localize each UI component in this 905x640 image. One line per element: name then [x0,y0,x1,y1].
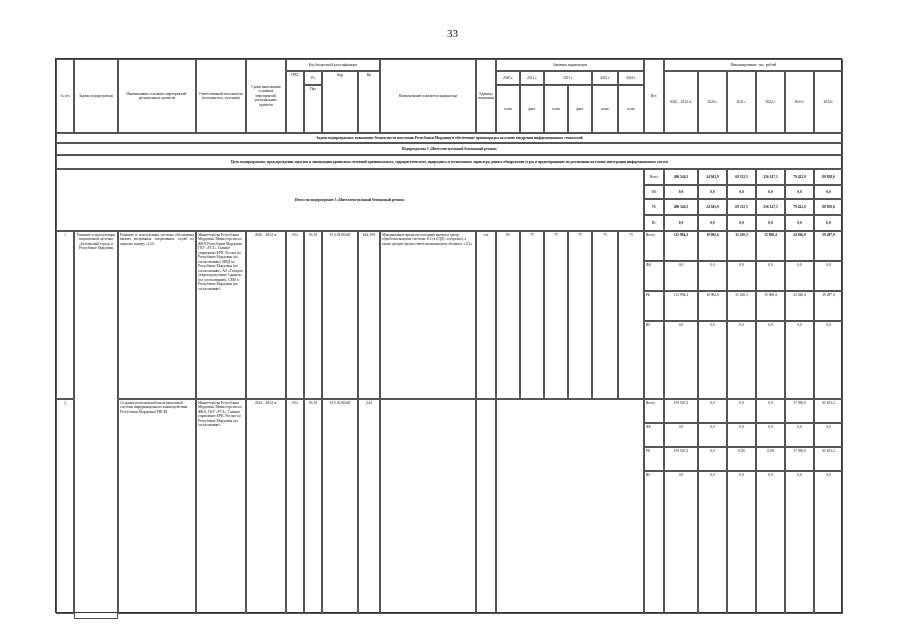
row2-vr: 244 [358,399,380,614]
row1-ind-4: 75 [592,231,618,399]
header-vr: Вр [358,71,380,133]
header-npp: № п/п [56,59,74,133]
row1-vr: 244, 851 [358,231,380,399]
totals-2-0: 490 544,3 [664,199,698,215]
section-goal: Задача подпрограммы: повышение безопасности населения Республики Мордовия и обеспечение правопорядка на основе внедрения информационных технологий [56,133,843,143]
row2-src-1: ФБ [644,423,664,447]
totals-1-4: 0,0 [785,185,814,199]
row1-task: Развитие и эксплуатация комплексной системы «Безопасный город» в Республике Мордовия [74,231,118,619]
header-year-2024: 2024 г. [618,71,644,85]
header-fin-year-1: 2020 г. [698,71,727,133]
totals-3-5: 0,0 [814,215,843,231]
row1-fin-1-5: 0,0 [814,261,843,291]
row2-fin-2-3: 0,00 [756,447,785,471]
row2-fin-3-0: 0,0 [664,471,698,614]
budget-table [55,58,842,613]
row1-fin-0-0: 112 994,2 [664,231,698,261]
totals-label: Итого по подпрограмме 5 «Интеллектуальный безопасный регион» [56,169,644,231]
row1-ind-2: 75 [544,231,568,399]
totals-3-1: 0,0 [698,215,727,231]
row2-ind-block [496,399,644,614]
row2-term: 2022 – 2024 гг. [246,399,286,614]
row2-fin-3-3: 0,0 [756,471,785,614]
row1-fin-3-0: 0,0 [664,321,698,399]
row1-fin-0-2: 31 230,3 [727,231,756,261]
row1-src-0: Всего [644,231,664,261]
header-responsible: Ответственный исполнитель (исполнитель, участник) [196,59,246,133]
header-year-2022: 2021 г. [544,71,592,85]
header-grbs: ГРБС [286,71,304,133]
row2-fin-1-2: 0,0 [727,423,756,447]
totals-1-2: 0,0 [727,185,756,199]
totals-src-2: РБ [644,199,664,215]
row2-fin-2-2: 0,00 [727,447,756,471]
totals-0-2: 69 312,5 [727,169,756,185]
totals-1-3: 0,0 [756,185,785,199]
header-year-2023: 2023 г. [592,71,618,85]
row2-fin-1-1: 0,0 [698,423,727,447]
row1-fin-1-1: 0,0 [698,261,727,291]
header-fin-year-2: 2021 г. [727,71,756,133]
totals-0-1: 24 943,9 [698,169,727,185]
totals-1-1: 0,0 [698,185,727,199]
row2-src-0: Всего [644,399,664,423]
header-unit: Единица измерения [476,59,496,133]
row1-fin-2-4: 24 026,0 [785,291,814,321]
header-sub-6: план [618,85,644,133]
row1-fin-1-2: 0,0 [727,261,756,291]
row2-fin-0-2: 0,0 [727,399,756,423]
row1-fin-2-2: 31 230,3 [727,291,756,321]
row1-responsible: Министерство Республики Мордовия, Министерство по ЖКХ Республики Мордовия, ГКУ «УГЗ», Главное управление МЧС России по Республике Мордовия (по согласованию), МВД по Республике Мордовия (по согласованию), АО «Газпром газораспределение Саранск» (по согласованию), СМО в Республике Мордовия (по согласованию) [196,231,246,399]
totals-2-4: 79 422,0 [785,199,814,215]
row1-fin-2-5: 29 287,0 [814,291,843,321]
totals-3-0: 0,0 [664,215,698,231]
row1-fin-3-2: 0,0 [727,321,756,399]
row2-kcr: 19.5.02.80420 [322,399,358,614]
header-year-2020: 2020 г. [496,71,520,85]
totals-1-0: 0,0 [664,185,698,199]
header-pr: Прз [304,85,322,133]
row1-grbs: 854 [286,231,304,399]
row2-fin-2-0: 103 047,2 [664,447,698,471]
totals-0-4: 79 422,0 [785,169,814,185]
row1-fin-1-4: 0,0 [785,261,814,291]
row1-fin-0-5: 29 287,0 [814,231,843,261]
row2-fin-3-2: 0,0 [727,471,756,614]
header-rz: Рз [304,71,322,85]
header-budget-code: Код бюджетной классификации [286,59,380,71]
section-target: Цель подпрограммы: предупреждение, прогноз и ликвидация кризисных ситуаций криминального, террористического, природного и техногенного характера, раннее обнаружение угроз и предотвращение их реализации на основе интеграции информационных систем [56,155,843,169]
row1-src-1: ФБ [644,261,664,291]
header-term: Сроки выполнения основных мероприятий, региональных проектов [246,59,286,133]
row1-ind-3: 75 [568,231,592,399]
row1-ind-0: 85 [496,231,520,399]
header-indicator: Наименование показателя индикатора [380,59,476,133]
totals-3-4: 0,0 [785,215,814,231]
row2-fin-3-1: 0,0 [698,471,727,614]
row2-fin-2-1: 0,0 [698,447,727,471]
row1-src-3: ВС [644,321,664,399]
header-year-2021: 2021 г. [520,71,544,85]
header-fin-year-4: 2023 г. [785,71,814,133]
row1-fin-3-5: 0,0 [814,321,843,399]
totals-0-5: 80 858,6 [814,169,843,185]
header-ist: Ист. [644,59,664,133]
header-financing: Финансирование, тыс. рублей [664,59,843,71]
row1-rz: 04.10 [304,231,322,399]
row1-indicator: Максимальное время поступления вызова в центр обработки вызовов системы-112 (в ЕДДС и обратно), а также среднее время ответа вызывающему абоненту «112» [380,231,476,399]
row1-fin-0-4: 24 026,0 [785,231,814,261]
row2-fin-1-5: 0,0 [814,423,843,447]
header-activity: Наименование основных мероприятий / региональных проектов [118,59,196,133]
totals-0-3: 256 147,3 [756,169,785,185]
row2-fin-3-5: 0,0 [814,471,843,614]
totals-1-5: 0,0 [814,185,843,199]
row1-fin-0-3: 15 808,4 [756,231,785,261]
row2-responsible: Министерство Республики Мордовия, Министерство по ЖКХ, ГКУ «УГЗ», Главное управление МЧС России по Республике Мордовия (по согласованию) [196,399,246,614]
row2-unit [476,399,496,614]
row2-indicator [380,399,476,614]
row1-fin-3-3: 0,0 [756,321,785,399]
totals-src-3: ВС [644,215,664,231]
totals-2-1: 24 943,9 [698,199,727,215]
row2-fin-3-4: 0,0 [785,471,814,614]
row2-fin-1-0: 0,0 [664,423,698,447]
row1-fin-1-0: 0,0 [664,261,698,291]
row2-fin-0-5: 65 651,2 [814,399,843,423]
row1-fin-1-3: 0,0 [756,261,785,291]
header-fin-year-5: 2024 г. [814,71,843,133]
row1-fin-2-3: 15 808,4 [756,291,785,321]
header-sub-5: план [592,85,618,133]
totals-3-3: 0,0 [756,215,785,231]
row2-num: 2 [56,399,74,614]
row1-ind-1: 75 [520,231,544,399]
row2-src-2: РБ [644,447,664,471]
row1-kcr: 19.2.04.80420 [322,231,358,399]
header-kcr: Кцр [322,71,358,133]
row1-num: 1 [56,231,74,399]
row1-term: 2020 – 2024 гг. [246,231,286,399]
row1-src-2: РБ [644,291,664,321]
row2-rz: 04.10 [304,399,322,614]
totals-2-2: 69 312,5 [727,199,756,215]
row2-fin-0-0: 103 047,2 [664,399,698,423]
page-number: 33 [447,28,458,40]
row2-fin-1-3: 0,0 [756,423,785,447]
header-sub-1: план [496,85,520,133]
row2-fin-0-3: 0,0 [756,399,785,423]
header-sub-3: план [544,85,568,133]
row2-activity: Создание региональной интеграционной системы информационного взаимодействия Республики Мордовия (РИСВ) [118,399,196,614]
row2-fin-0-1: 0,0 [698,399,727,423]
row1-fin-3-1: 0,0 [698,321,727,399]
row2-fin-2-4: 37 396,0 [785,447,814,471]
row2-fin-1-4: 0,0 [785,423,814,447]
header-indicator-values: Значения индикаторов [496,59,644,71]
totals-2-3: 256 147,3 [756,199,785,215]
totals-0-0: 490 544,3 [664,169,698,185]
row2-grbs: 854 [286,399,304,614]
row1-ind-5: 75 [618,231,644,399]
totals-src-0: Всего [644,169,664,185]
row2-fin-2-5: 65 651,2 [814,447,843,471]
row2-src-3: ВС [644,471,664,614]
row2-fin-0-4: 37 396,0 [785,399,814,423]
row1-fin-2-1: 10 062,6 [698,291,727,321]
row1-unit: сек [476,231,496,399]
header-sub-2: факт [520,85,544,133]
header-task: Задачи подпрограммы [74,59,118,133]
row1-fin-2-0: 112 994,2 [664,291,698,321]
row1-fin-0-1: 10 062,6 [698,231,727,261]
section-subprogram: Подпрограмма 5 «Интеллектуальный безопасный регион» [56,143,843,155]
header-fin-year-3: 2022 г. [756,71,785,133]
totals-2-5: 80 858,6 [814,199,843,215]
totals-3-2: 0,0 [727,215,756,231]
row1-activity: Развитие и эксплуатация системы обеспечения вызова экстренных оперативных служб по единому номеру «112» [118,231,196,399]
header-sub-4: факт [568,85,592,133]
row1-fin-3-4: 0,0 [785,321,814,399]
totals-src-1: ФБ [644,185,664,199]
header-fin-year-0: 2020 – 2024 гг. [664,71,698,133]
